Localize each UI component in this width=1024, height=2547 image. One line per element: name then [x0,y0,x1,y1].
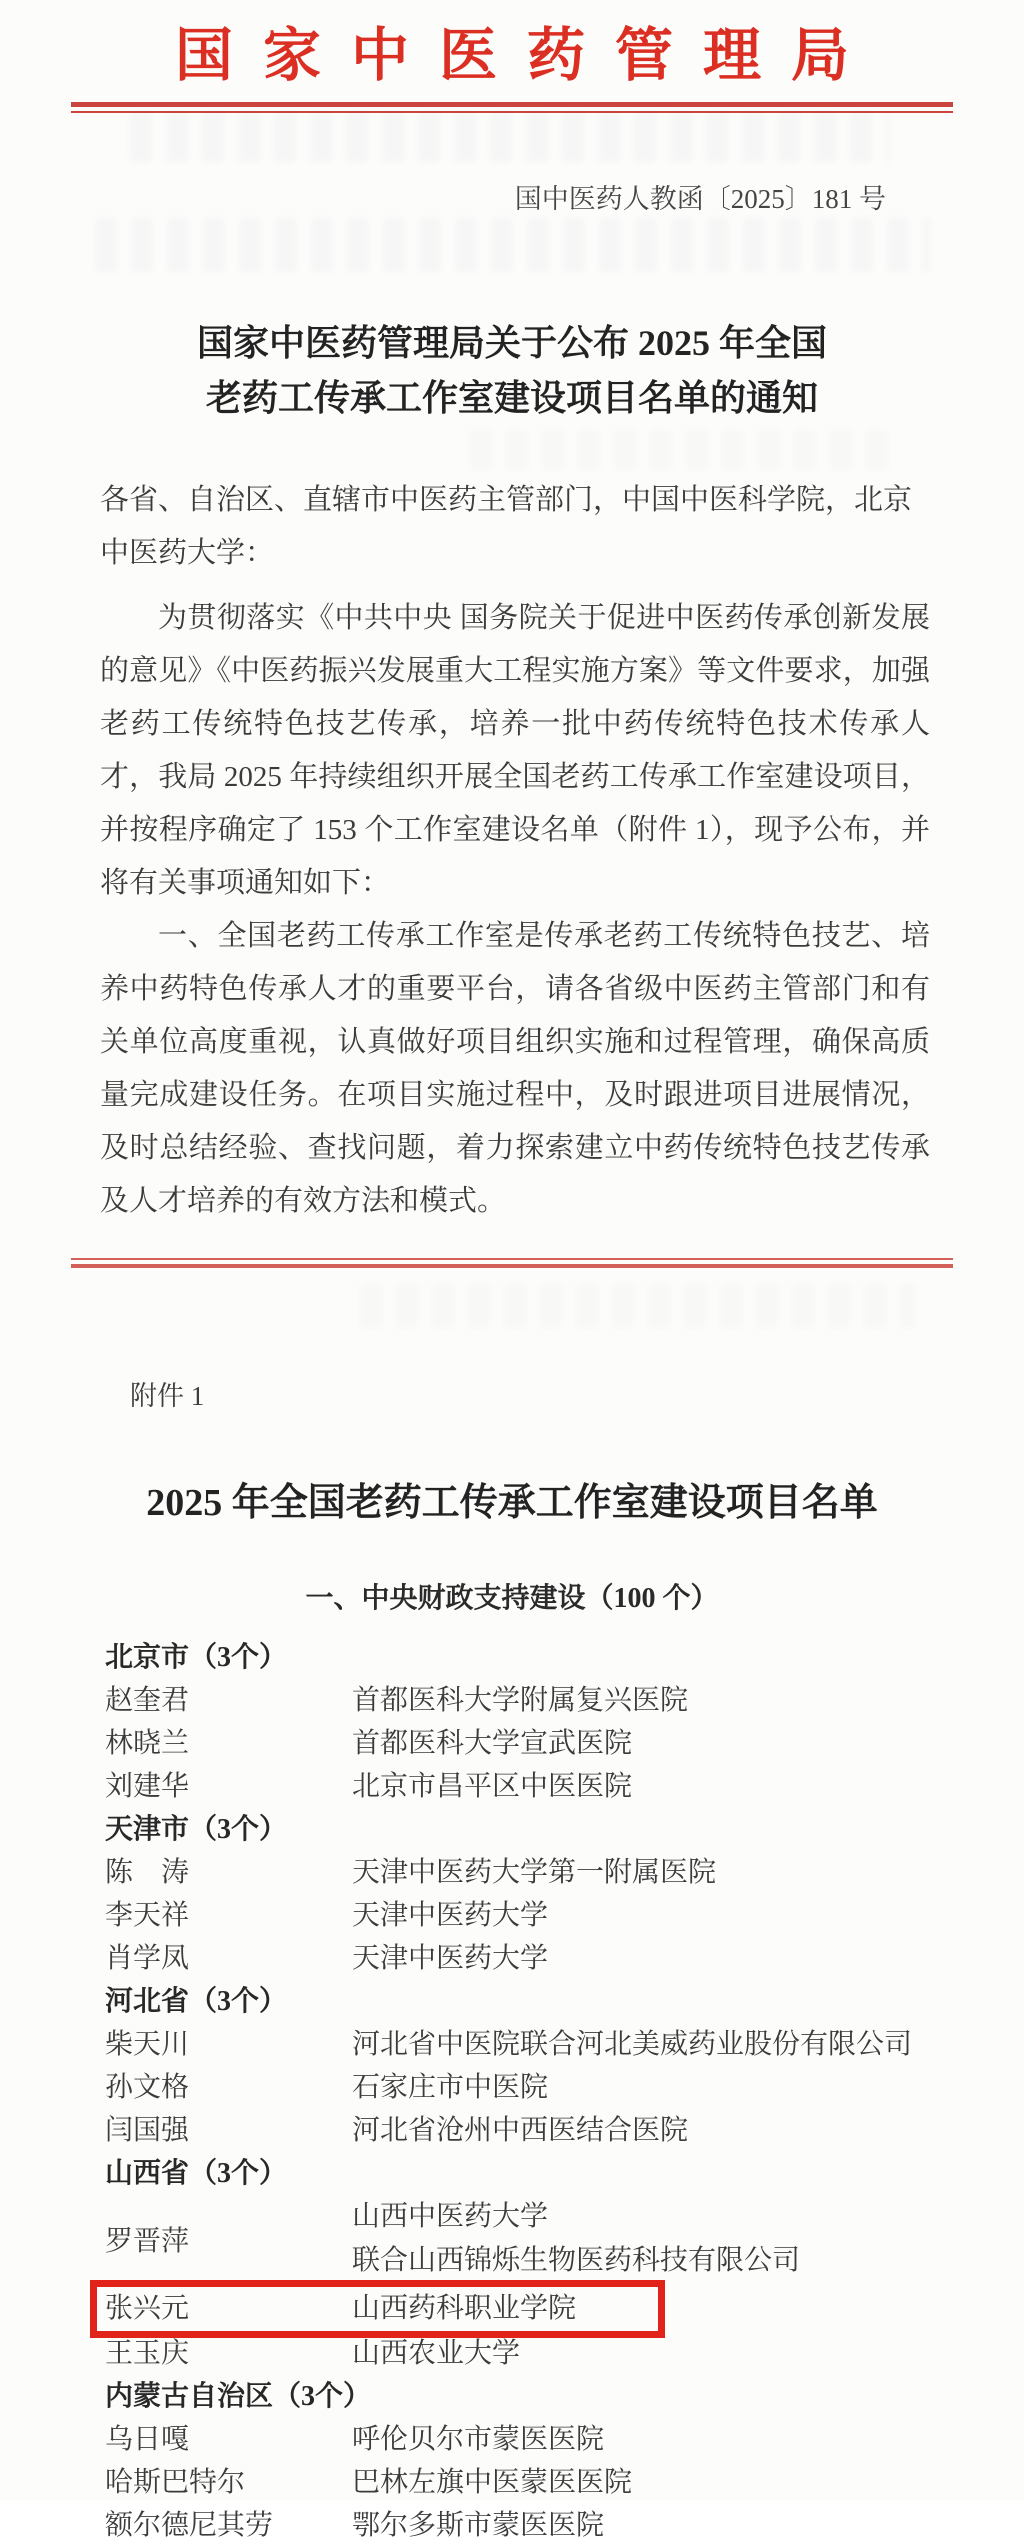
bleedthrough-artifact [95,218,930,272]
awardee-name: 林晓兰 [105,1728,190,1759]
awardee-org: 山西中医药大学 [352,2201,549,2232]
list-row [105,1851,1024,1894]
awardee-org: 天津中医药大学 [352,1900,549,1931]
awardee-org: 鄂尔多斯市蒙医医院 [352,2510,605,2541]
list-row [105,1679,1024,1722]
list-row [105,2504,1024,2547]
agency-masthead: 国家中医药管理局 [174,23,879,88]
awardee-org: 巴林左旗中医蒙医医院 [352,2467,633,2498]
province-header: 天津市（3个） [105,1814,288,1845]
awardee-org: 石家庄市中医院 [352,2072,549,2103]
list-row-two-orgs [105,2195,1024,2283]
awardee-name: 柴天川 [105,2029,190,2060]
list-row [105,2023,1024,2066]
salutation-line1: 各省、自治区、直辖市中医药主管部门，中国中医科学院，北京 [100,484,913,516]
body-paragraph-1: 为贯彻落实《中共中央 国务院关于促进中医药传承创新发展的意见》《中医药振兴发展重大工程实施方案》等文件要求，加强老药工传统特色技艺传承，培养一批中药传统特色技术传承人才，我局 2025 年持续组织开展全国老药工传承工作室建设项目，并按程序确定了 153 个工作室建设名单（附件 1），现予公布，并将有关事项通知如下： [100,602,930,899]
province-header: 内蒙古自治区（3个） [105,2381,372,2412]
bleedthrough-artifact [360,1284,915,1328]
bleedthrough-artifact [470,430,900,470]
bleedthrough-artifact [130,112,890,162]
awardee-org: 山西农业大学 [352,2338,521,2369]
list-row [105,2066,1024,2109]
page-separator-rule [71,1258,953,1268]
awardee-org: 呼伦贝尔市蒙医医院 [352,2424,605,2455]
list-row [105,1765,1024,1808]
salutation [100,474,980,580]
awardee-org: 首都医科大学宣武医院 [352,1728,633,1759]
attachment-label: 附件 1 [130,1381,205,1411]
awardee-name: 张兴元 [105,2293,190,2324]
province-header: 山西省（3个） [105,2158,288,2189]
awardee-org: 河北省中医院联合河北美威药业股份有限公司 [352,2029,913,2060]
list-row [105,2109,1024,2152]
awardee-org: 山西药科职业学院 [352,2293,577,2324]
awardee-name: 李天祥 [105,1900,190,1931]
list-row [105,2461,1024,2504]
notice-title-line1: 国家中医药管理局关于公布 2025 年全国 [196,323,827,363]
awardee-org: 天津中医药大学 [352,1943,549,1974]
notice-title [0,316,1024,426]
awardee-name: 乌日嘎 [105,2424,190,2455]
notice-title-line2: 老药工传承工作室建设项目名单的通知 [205,378,818,418]
section-heading: 一、中央财政支持建设（100 个） [305,1583,719,1614]
awardee-name: 赵奎君 [105,1685,190,1716]
awardee-org: 河北省沧州中西医结合医院 [352,2115,689,2146]
list-row [105,2332,1024,2375]
document-number: 国中医药人教函〔2025〕181 号 [514,184,886,214]
province-header: 河北省（3个） [105,1986,288,2017]
masthead-rule [71,102,953,113]
list-row [105,1722,1024,1765]
awardee-name: 孙文格 [105,2072,190,2103]
awardee-name: 闫国强 [105,2115,190,2146]
province-header: 北京市（3个） [105,1642,288,1673]
salutation-line2: 中医药大学： [100,537,275,569]
awardee-name: 王玉庆 [105,2338,190,2369]
awardee-name: 哈斯巴特尔 [105,2467,246,2498]
highlighted-row [90,2280,665,2338]
awardee-name: 肖学凤 [105,1943,190,1974]
body-paragraph-2: 一、全国老药工传承工作室是传承老药工传统特色技艺、培养中药特色传承人才的重要平台，请各省级中医药主管部门和有关单位高度重视，认真做好项目组织实施和过程管理，确保高质量完成建设任务。在项目实施过程中，及时跟进项目进展情况，及时总结经验、查找问题，着力探索建立中药传统特色技艺传承及人才培养的有效方法和模式。 [100,920,930,1217]
list-row [105,2418,1024,2461]
list-row [105,1937,1024,1980]
awardee-org: 首都医科大学附属复兴医院 [352,1685,689,1716]
awardee-name: 罗晋萍 [105,2226,190,2257]
awardee-org: 北京市昌平区中医医院 [352,1771,633,1802]
awardee-orgs [352,2195,800,2283]
attachment-title: 2025 年全国老药工传承工作室建设项目名单 [146,1482,878,1524]
awardee-org: 天津中医药大学第一附属医院 [352,1857,717,1888]
awardee-name: 刘建华 [105,1771,190,1802]
list-row [105,1894,1024,1937]
awardee-org: 联合山西锦烁生物医药科技有限公司 [352,2245,801,2276]
awardee-name: 额尔德尼其劳 [105,2510,274,2541]
awardee-name: 陈 涛 [105,1857,190,1888]
project-list [105,1636,1024,2547]
